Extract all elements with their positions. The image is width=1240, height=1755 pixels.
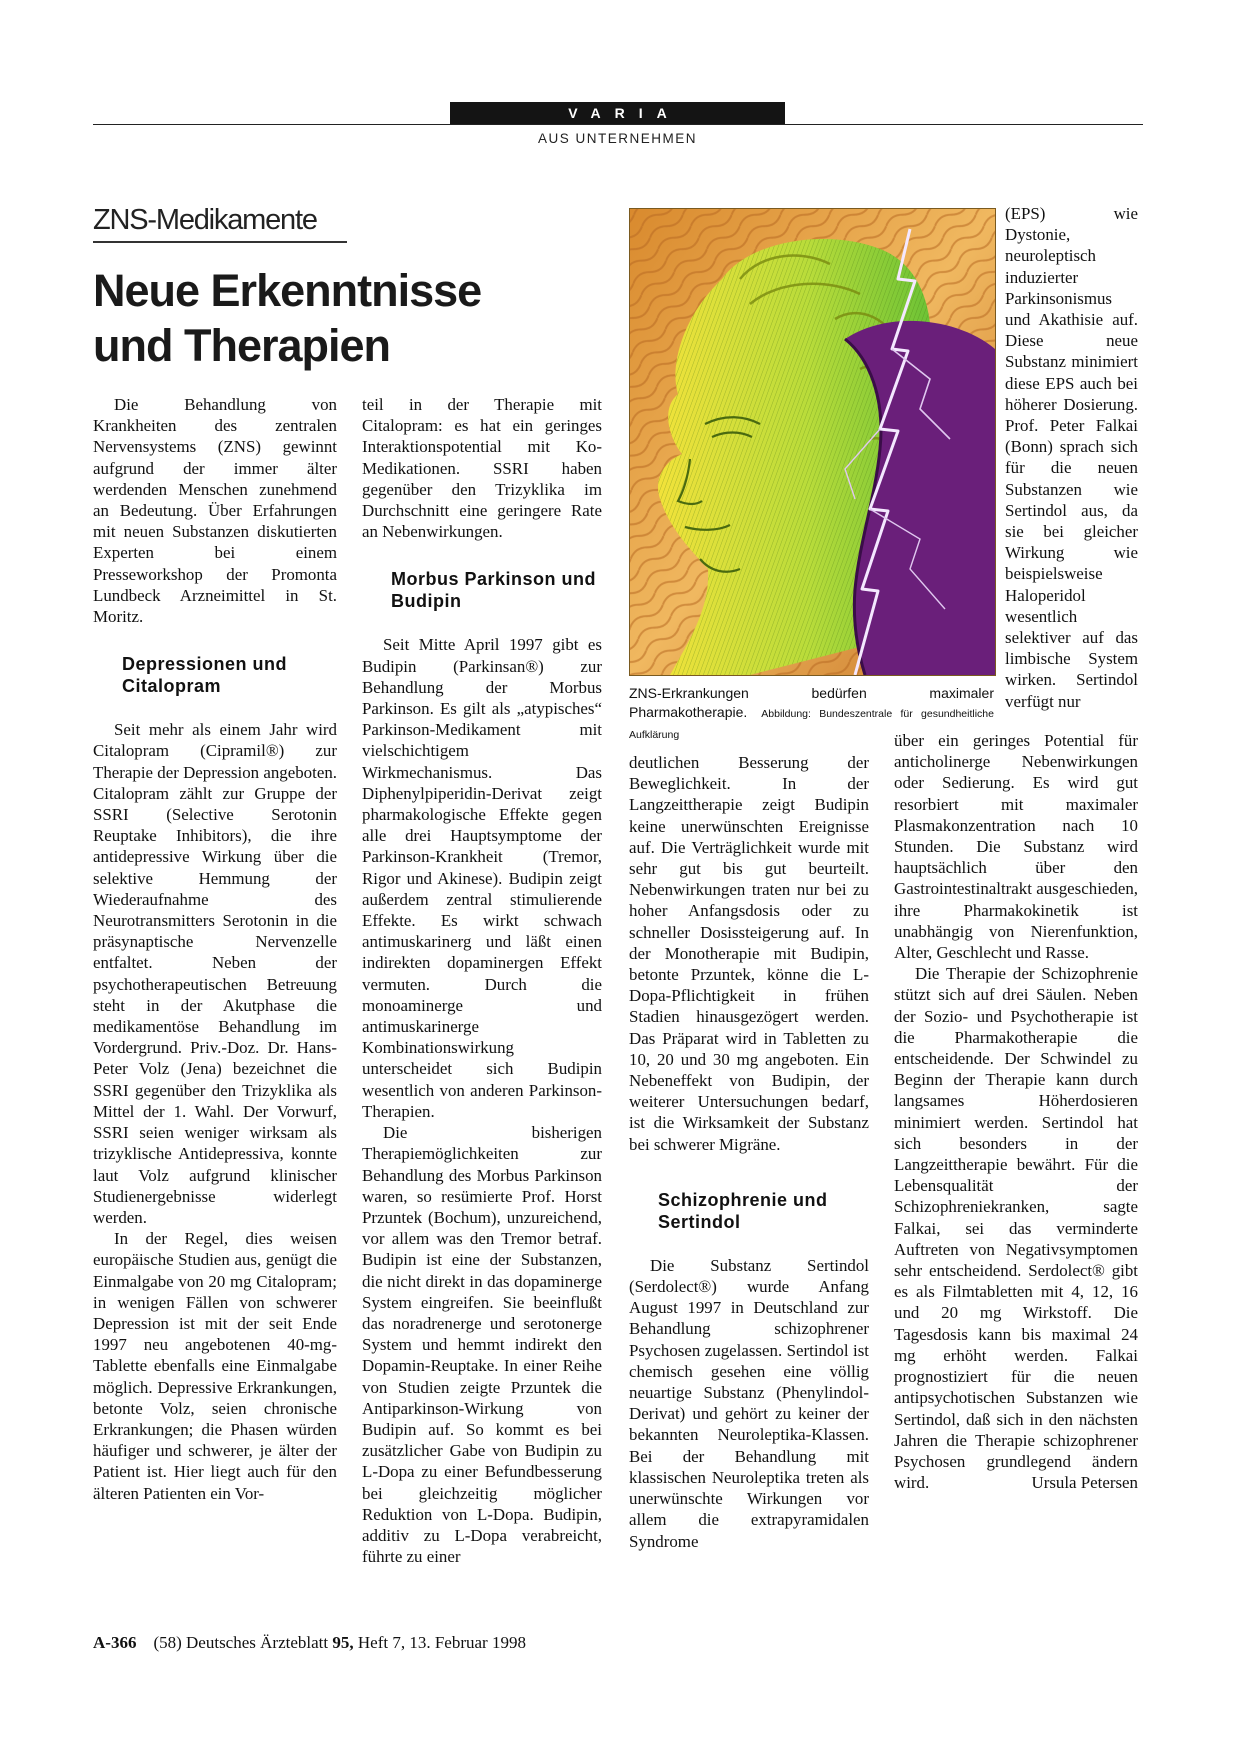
page-number: A-366	[93, 1633, 137, 1652]
text-column-2	[362, 394, 602, 1567]
paragraph: Seit Mitte April 1997 gibt es Budipin (Parkinsan®) zur Behandlung der Morbus Parkinson. Es gilt als „atypisches“ Parkinson-Medikament mit vielschichtigem Wirkmechanismus. Das Diphenylpiperidin-Derivat zeigt pharmakologische Effekte gegen alle drei Hauptsymptome der Parkinson-Krankheit (Tremor, Rigor und Akinese). Budipin zeigt außerdem zentral stimulierende Effekte. Es wirkt schwach antimuskarinerg und läßt einen indirekten dopaminergen Effekt vermuten. Durch die monoaminerge und antimuskarinerge Kombinationswirkung unterscheidet sich Budipin wesentlich von anderen Parkinson-Therapien.	[362, 635, 602, 1121]
paragraph: deutlichen Besserung der Beweglichkeit. In der Langzeittherapie zeigt Budipin keine unerwünschten Ereignisse auf. Die Verträglichkeit wurde mit sehr gut bis gut beurteilt. Nebenwirkungen traten nur bei zu hoher Anfangsdosis oder zu schneller Dosissteigerung auf. In der Monotherapie mit Budipin, betonte Przuntek, könne die L-Dopa-Pflichtigkeit in frühen Stadien hinausgezögert werden. Das Präparat wird in Tabletten zu 10, 20 und 30 mg angeboten. Ein Nebeneffekt von Budipin, der weiterer Untersuchungen bedarf, ist die Wirksamkeit der Substanz bei schwerer Migräne.	[629, 753, 869, 1154]
paragraph: teil in der Therapie mit Citalopram: es hat ein geringes Interaktionspotential mit Ko-Medikationen. SSRI haben gegenüber den Trizyklika im Durchschnitt eine geringere Rate an Nebenwirkungen.	[362, 395, 602, 542]
text-column-4-upper	[1005, 203, 1138, 712]
subheading-schizophrenie: Schizophrenie und Sertindol	[658, 1189, 828, 1232]
header-rule	[93, 124, 1143, 125]
closing-paragraph-text: Die Therapie der Schizophrenie stützt sich auf drei Säulen. Neben der Sozio- und Psychotherapie ist die Pharmakotherapie die entscheidende. Der Schwindel zu Beginn der Therapie kann durch langsames Höherdosieren minimiert werden. Sertindol hat sich besonders in der Langzeittherapie bewährt. Für die Lebensqualität der Schizophreniekranken, sagte Falkai, sei das verminderte Auftreten von Negativsymptomen sehr entscheidend. Serdolect® gibt es als Filmtabletten mit 4, 12, 16 und 20 mg Wirkstoff. Die Tagesdosis kann bis maximal 24 mg erhöht werden. Falkai prognostiziert für die neuen antipsychotischen Substanzen wie Sertindol, daß sich in den nächsten Jahren die Therapie schizophrener Psychosen grundlegend ändern wird.	[894, 964, 1138, 1493]
caption-text: ZNS-Erkrankungen bedürfen maximaler Pharmakotherapie.	[629, 685, 994, 720]
kicker-underline	[93, 241, 347, 243]
intro-paragraph: Die Behandlung von Krankheiten des zentralen Nervensystems (ZNS) gewinnt aufgrund der immer älter werdenden Menschen zunehmend an Bedeutung. Über Erfahrungen mit neuen Substanzen diskutierten Experten bei einem Presseworkshop der Promonta Lundbeck Arzneimittel in St. Moritz.	[93, 395, 337, 627]
figure-illustration	[629, 208, 996, 676]
volume-number: 95,	[332, 1633, 354, 1652]
paragraph: In der Regel, dies weisen europäische Studien aus, genügt die Einmalgabe von 20 mg Citalopram; in wenigen Fällen von schwerer Depression ist mit der seit Ende 1997 neu angebotenen 40-mg-Tablette ebenfalls eine Einmalgabe möglich. Depressive Erkrankungen, betonte Volz, seien chronische Erkrankungen; die Phasen würden häufiger und schwerer, je älter der Patient ist. Hier liegt auch für den älteren Patienten ein Vor-	[93, 1229, 337, 1503]
issue-date: Heft 7, 13. Februar 1998	[357, 1633, 526, 1652]
subsection-label: AUS UNTERNEHMEN	[537, 131, 697, 146]
headline-line-1: Neue Erkenntnisse	[93, 265, 482, 316]
subheading-depressionen: Depressionen und Citalopram	[122, 654, 288, 697]
page-footer	[93, 1633, 526, 1653]
paragraph: (EPS) wie Dystonie, neuroleptisch induzierter Parkinsonismus und Akathisie auf. Diese neue Substanz minimiert diese EPS auch bei höherer Dosierung. Prof. Peter Falkai (Bonn) sprach sich für die neuen Substanzen wie Sertindol aus, da sie bei gleicher Wirkung wie beispielsweise Haloperidol wesentlich selektiver auf das limbische System wirken. Sertindol verfügt nur	[1005, 204, 1138, 711]
paragraph: Die Substanz Sertindol (Serdolect®) wurde Anfang August 1997 in Deutschland zur Behandlung schizophrener Psychosen zugelassen. Sertindol ist chemisch gesehen eine völlig neuartige Substanz (Phenylindol-Derivat) und gehört zu keiner der bekannten Neuroleptika-Klassen. Bei der Behandlung mit klassischen Neuroleptika treten als unerwünschte Wirkungen vor allem die extrapyramidalen Syndrome	[629, 1255, 869, 1551]
journal-name: (58) Deutsches Ärzteblatt	[153, 1633, 329, 1652]
section-label: VARIA	[450, 102, 785, 124]
paragraph: Die bisherigen Therapiemöglichkeiten zur Behandlung des Morbus Parkinson waren, so resümierte Prof. Horst Przuntek (Bochum), unzureichend, vor allem was den Tremor betraf. Budipin ist eine der Substanzen, die nicht direkt in das dopaminerge System eingreifen. Sie beeinflußt das noradrenerge und serotonerge System und hemmt indirekt den Dopamin-Reuptake. In einer Reihe von Studien zeigte Przuntek die Antiparkinson-Wirkung von Budipin auf. So kommt es bei zusätzlicher Gabe von Budipin zu L-Dopa zu einer Befundbesserung bei gleichzeitig möglicher Reduktion von L-Dopa. Budipin, additiv zu L-Dopa verabreicht, führte zu einer	[362, 1123, 602, 1567]
paragraph	[894, 963, 1138, 1493]
article-kicker: ZNS-Medikamente	[93, 204, 317, 236]
head-lightning-image	[630, 209, 995, 675]
text-column-1	[93, 394, 337, 1504]
article-headline	[93, 263, 613, 373]
subheading-parkinson: Morbus Parkinson und Budipin	[391, 569, 597, 612]
text-column-4-lower	[894, 730, 1138, 1493]
paragraph: Seit mehr als einem Jahr wird Citalopram (Cipramil®) zur Therapie der Depression angeboten. Citalopram zählt zur Gruppe der SSRI (Selective Serotonin Reuptake Inhibitors), die ihre antidepressive Wirkung über die selektive Hemmung der Wiederaufnahme des Neurotransmitters Serotonin in die präsynaptische Nervenzelle entfaltet. Neben der psychotherapeutischen Betreuung steht in der Akutphase die medikamentöse Behandlung im Vordergrund. Priv.-Doz. Dr. Hans-Peter Volz (Jena) bezeichnet die SSRI gegenüber den Trizyklika als Mittel der 1. Wahl. Der Vorwurf, SSRI seien weniger wirksam als trizyklische Antidepressiva, konnte laut Volz aufgrund klinischer Studienergebnisse widerlegt werden.	[93, 720, 337, 1227]
image-credit: Abbildung: Bundeszentrale für gesundheitliche Aufklärung	[629, 708, 994, 741]
paragraph: über ein geringes Potential für anticholinerge Nebenwirkungen oder Sedierung. Es wird gut resorbiert mit maximaler Plasmakonzentration nach 10 Stunden. Die Substanz wird hauptsächlich über den Gastrointestinaltrakt ausgeschieden, ihre Pharmakokinetik ist unabhängig von Nierenfunktion, Alter, Geschlecht und Rasse.	[894, 731, 1138, 963]
text-column-3	[629, 752, 869, 1552]
author-name: Ursula Petersen	[1031, 1473, 1138, 1493]
headline-line-2: und Therapien	[93, 320, 391, 371]
